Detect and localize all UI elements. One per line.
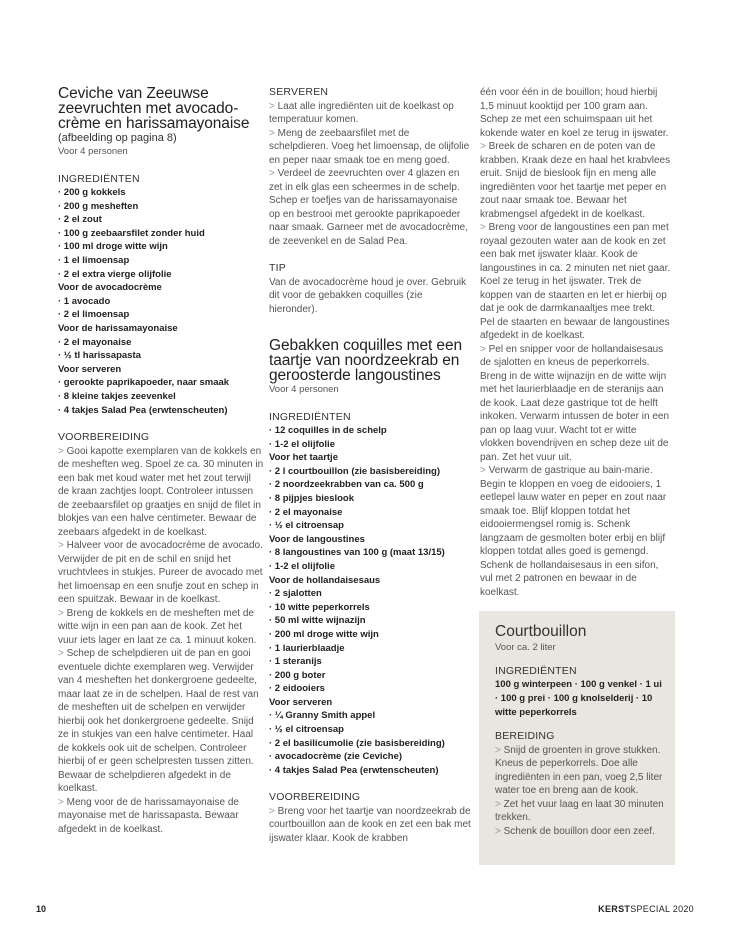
magazine-brand xyxy=(598,904,694,914)
recipe1-serve-steps xyxy=(269,100,471,249)
recipe1-prep-heading: VOORBEREIDING xyxy=(58,431,150,444)
ingredient-item: · 4 takjes Salad Pea (erwtenscheuten) xyxy=(58,404,228,416)
recipe1-servings: Voor 4 personen xyxy=(58,146,128,157)
ingredient-group-heading: Voor serveren xyxy=(58,363,122,375)
bullet-arrow-icon: > xyxy=(269,805,275,817)
recipe2-step-1: > Breng voor het taartje van noordzeekrab de courtbouillon aan de kook en zet een bak met ijswater klaar. Kook de krabben xyxy=(269,805,471,844)
ingredient-item: · 1 laurierblaadje xyxy=(269,642,345,654)
bullet-arrow-icon: > xyxy=(480,343,486,355)
recipe2-step-1-continued: één voor één in de bouillon; houd hierbij 1,5 minuut kooktijd per 100 gram aan. Schep ze met een schuimspaan uit het kokende water en koel ze terug in ijswater. xyxy=(480,87,669,139)
recipe2-title: Gebakken coquilles met een taartje van noordzeekrab en geroosterde langoustines xyxy=(269,337,462,384)
recipe2-ingredient-list xyxy=(269,424,471,777)
ingredient-item: · 2 el mayonaise xyxy=(269,506,343,518)
recipe1-serve-heading: SERVEREN xyxy=(269,86,329,98)
ingredient-item: · 200 g boter xyxy=(269,669,326,681)
middle-column xyxy=(269,86,471,845)
bullet-arrow-icon: > xyxy=(58,540,64,552)
step-paragraph: > Gooi kapotte exemplaren van de kokkels en de mesheften weg. Spoel ze ca. 30 minuten in een bak met koud water met het zout terwijl de kraan zachtjes loopt. Controleer intussen de zeebaarsfilet op graatjes en snijd de filet in blokjes van een halve centimeter. Bewaar de zeebaars afgedekt in de koelkast. xyxy=(58,445,264,538)
recipe1-prep-steps xyxy=(58,445,264,837)
ingredient-item: · 2 el basilicumolie (zie basisbereiding) xyxy=(269,737,445,749)
courtbouillon-ingredients: 100 g winterpeen · 100 g venkel · 1 ui · 100 g prei · 100 g knolselderij · 10 witte peperkorrels xyxy=(495,679,662,718)
bullet-arrow-icon: > xyxy=(269,168,275,179)
courtbouillon-title: Courtbouillon xyxy=(495,623,587,640)
step-paragraph: > Halveer voor de avocadocrème de avocado. Verwijder de pit en de schil en snijd het vruchtvlees in stukjes. Pureer de avocado met het limoensap en een snufje zout en schep in een spuitzak. Bewaar in de koelkast. xyxy=(58,540,263,606)
bullet-arrow-icon: > xyxy=(269,127,275,139)
step-paragraph: > Zet het vuur laag en laat 30 minuten trekken. xyxy=(495,798,664,823)
bullet-arrow-icon: > xyxy=(58,796,64,808)
ingredient-group-heading: Voor de langoustines xyxy=(269,533,365,545)
bullet-arrow-icon: > xyxy=(495,798,501,810)
step-paragraph: > Breek de scharen en de poten van de krabben. Kraak deze en haal het krabvlees eruit. Snijd de bieslook fijn en meng alle ingrediënten voor het taartje met peper en zout naar smaak toe. Bewaar het krabmengsel afgedekt in de koelkast. xyxy=(480,141,671,220)
step-paragraph: > Meng de zeebaarsfilet met de schelpdieren. Voeg het limoensap, de olijfolie en peper naar smaak toe en meng goed. xyxy=(269,127,470,166)
ingredient-item: · 8 langoustines van 100 g (maat 13/15) xyxy=(269,547,445,559)
step-paragraph: > Breng voor de langoustines een pan met royaal gezouten water aan de kook en zet een bak met ijswater klaar. Kook de langoustines in ca. 2 minuten net niet gaar. Koel ze terug in het ijswater. Trek de koppen van de staarten en let er hierbij op dat je ook de darmkanaaltjes mee trekt. Pel de staarten en bewaar de langoustines afgedekt in de koelkast. xyxy=(480,222,671,341)
ingredient-item: · 12 coquilles in de schelp xyxy=(269,425,387,436)
recipe1-subtitle: (afbeelding op pagina 8) xyxy=(58,132,177,144)
step-paragraph: > Snijd de groenten in grove stukken. Kneus de peperkorrels. Doe alle ingrediënten in een pan, voeg 2,5 liter water toe en breng aan de kook. xyxy=(495,744,663,796)
ingredient-item: · 200 g mesheften xyxy=(58,200,139,212)
courtbouillon-box xyxy=(479,611,675,865)
recipe1-ingredients-heading: INGREDIËNTEN xyxy=(58,172,140,185)
ingredient-item: · 2 eidooiers xyxy=(269,683,325,695)
ingredient-item: · 1 avocado xyxy=(58,295,111,307)
recipe1-column xyxy=(58,86,264,836)
ingredient-item: · 1 el limoensap xyxy=(58,254,130,266)
courtbouillon-ingredients-heading: INGREDIËNTEN xyxy=(495,664,577,677)
ingredient-item: · 1-2 el olijfolie xyxy=(269,560,335,572)
step-paragraph: > Verdeel de zeevruchten over 4 glazen en zet in elk glas een scheermes in de schelp. Schep er toefjes van de harissamayonaise op en bestrooi met gerookte paprikapoeder naar smaak. Garneer met de avocadocrème, de zeevenkel en de Salad Pea. xyxy=(269,168,468,247)
bullet-arrow-icon: > xyxy=(495,825,501,837)
recipe1-tip: Van de avocadocrème houd je over. Gebruik dit voor de gebakken coquilles (zie hieronder). xyxy=(269,276,467,315)
bullet-arrow-icon: > xyxy=(480,141,486,152)
ingredient-item: · ½ el citroensap xyxy=(269,520,344,532)
ingredient-group-heading: Voor de harissamayonaise xyxy=(58,322,178,334)
recipe2-prep-heading: VOORBEREIDING xyxy=(269,791,361,804)
bullet-arrow-icon: > xyxy=(480,465,486,476)
recipe1-ingredient-list xyxy=(58,186,264,417)
recipe2-prep-steps xyxy=(480,140,672,599)
ingredient-item: · gerookte paprikapoeder, naar smaak xyxy=(58,377,230,389)
bullet-arrow-icon: > xyxy=(58,445,64,457)
ingredient-group-heading: Voor de avocadocrème xyxy=(58,282,162,294)
ingredient-item: · ¼ Granny Smith appel xyxy=(269,710,376,722)
ingredient-item: · 100 ml droge witte wijn xyxy=(58,241,168,253)
ingredient-item: · 2 el limoensap xyxy=(58,309,130,321)
brand-bold: KERST xyxy=(598,904,631,914)
ingredient-item: · 2 noordzeekrabben van ca. 500 g xyxy=(269,479,424,491)
step-paragraph: > Schep de schelpdieren uit de pan en gooi eventuele dichte exemplaren weg. Verwijder van 4 mesheften het donkergroene gedeelte, maar laat ze in de schelpen. Haal de rest van de mesheften uit de schelpen en verwijder hierbij ook het donkergroene gedeelte. Snijd ze in stukjes van een halve centimeter. Haal de kokkels ook uit de schelpen. Controleer hierbij of er geen schelpresten tussen zitten. Bewaar de schelpdieren afgedekt in de koelkast. xyxy=(58,648,259,795)
ingredient-item: · 2 el zout xyxy=(58,214,102,226)
ingredient-item: · 200 ml droge witte wijn xyxy=(269,628,379,640)
ingredient-group-heading: Voor het taartje xyxy=(269,452,338,464)
courtbouillon-prep-heading: BEREIDING xyxy=(495,730,555,742)
ingredient-item: · 2 l courtbouillon (zie basisbereiding) xyxy=(269,465,441,477)
ingredient-item: · 2 el mayonaise xyxy=(58,336,132,348)
ingredient-item: · 8 kleine takjes zeevenkel xyxy=(58,390,176,402)
right-column xyxy=(480,86,672,599)
bullet-arrow-icon: > xyxy=(495,744,501,756)
courtbouillon-steps xyxy=(495,744,665,839)
ingredient-item: · ½ el citroensap xyxy=(269,724,344,736)
recipe2-ingredients-heading: INGREDIËNTEN xyxy=(269,410,351,423)
recipe1-title: Ceviche van Zeeuwse zeevruchten met avocado-crème en harissamayonaise xyxy=(58,85,250,132)
bullet-arrow-icon: > xyxy=(58,607,64,619)
ingredient-item: · avocadocrème (zie Ceviche) xyxy=(269,751,403,763)
step-paragraph: > Verwarm de gastrique au bain-marie. Begin te kloppen en voeg de eidooiers, 1 eetlepel lauw water en peper en zout naar smaak toe. Blijf kloppen totdat het eidooiermengsel romig is. Schenk langzaam de gesmolten boter erbij en blijf kloppen totdat alles goed is gemengd. Schenk de hollandaisesaus in een sifon, vul met 2 patronen en bewaar in de koelkast. xyxy=(480,465,667,598)
bullet-arrow-icon: > xyxy=(480,222,486,233)
recipe1-tip-heading: TIP xyxy=(269,262,286,274)
ingredient-item: · 1-2 el olijfolie xyxy=(269,438,335,450)
ingredient-item: · 50 ml witte wijnazijn xyxy=(269,615,366,627)
ingredient-item: · 10 witte peperkorrels xyxy=(269,601,370,613)
page-number: 10 xyxy=(36,904,47,914)
ingredient-item: · 2 sjalotten xyxy=(269,588,322,600)
recipe2-servings: Voor 4 personen xyxy=(269,384,339,395)
ingredient-group-heading: Voor de hollandaisesaus xyxy=(269,574,381,586)
brand-rest: SPECIAL 2020 xyxy=(630,904,694,914)
ingredient-item: · 100 g zeebaarsfilet zonder huid xyxy=(58,227,205,239)
courtbouillon-servings: Voor ca. 2 liter xyxy=(495,642,556,653)
ingredient-item: · 2 el extra vierge olijfolie xyxy=(58,268,172,280)
ingredient-item: · 1 steranijs xyxy=(269,656,322,668)
ingredient-item: · 4 takjes Salad Pea (erwtenscheuten) xyxy=(269,764,439,776)
bullet-arrow-icon: > xyxy=(269,100,275,112)
ingredient-group-heading: Voor serveren xyxy=(269,696,333,708)
step-paragraph: > Pel en snipper voor de hollandaisesaus de sjalotten en kneus de peperkorrels. Breng in de witte wijnazijn en de witte wijn met het laurierblaadje en de steranijs aan de kook. Laat deze gastrique tot de helft inkoken. Verwarm intussen de boter in een pan op laag vuur. Wacht tot er witte vlokken bovendrijven en schep deze uit de pan. Zet het vuur uit. xyxy=(480,343,669,463)
step-paragraph: > Laat alle ingrediënten uit de koelkast op temperatuur komen. xyxy=(269,100,454,125)
step-paragraph: > Schenk de bouillon door een zeef. xyxy=(495,825,655,837)
step-paragraph: > Meng voor de de harissamayonaise de mayonaise met de harissapasta. Bewaar afgedekt in de koelkast. xyxy=(58,796,239,835)
ingredient-item: · 200 g kokkels xyxy=(58,187,126,198)
ingredient-item: · ½ tl harissapasta xyxy=(58,350,141,362)
step-paragraph: > Breng de kokkels en de mesheften met de witte wijn in een pan aan de kook. Zet het vuur iets lager en laat ze ca. 1 minuut koken. xyxy=(58,607,257,646)
ingredient-item: · 8 pijpjes bieslook xyxy=(269,492,354,504)
bullet-arrow-icon: > xyxy=(58,648,64,660)
